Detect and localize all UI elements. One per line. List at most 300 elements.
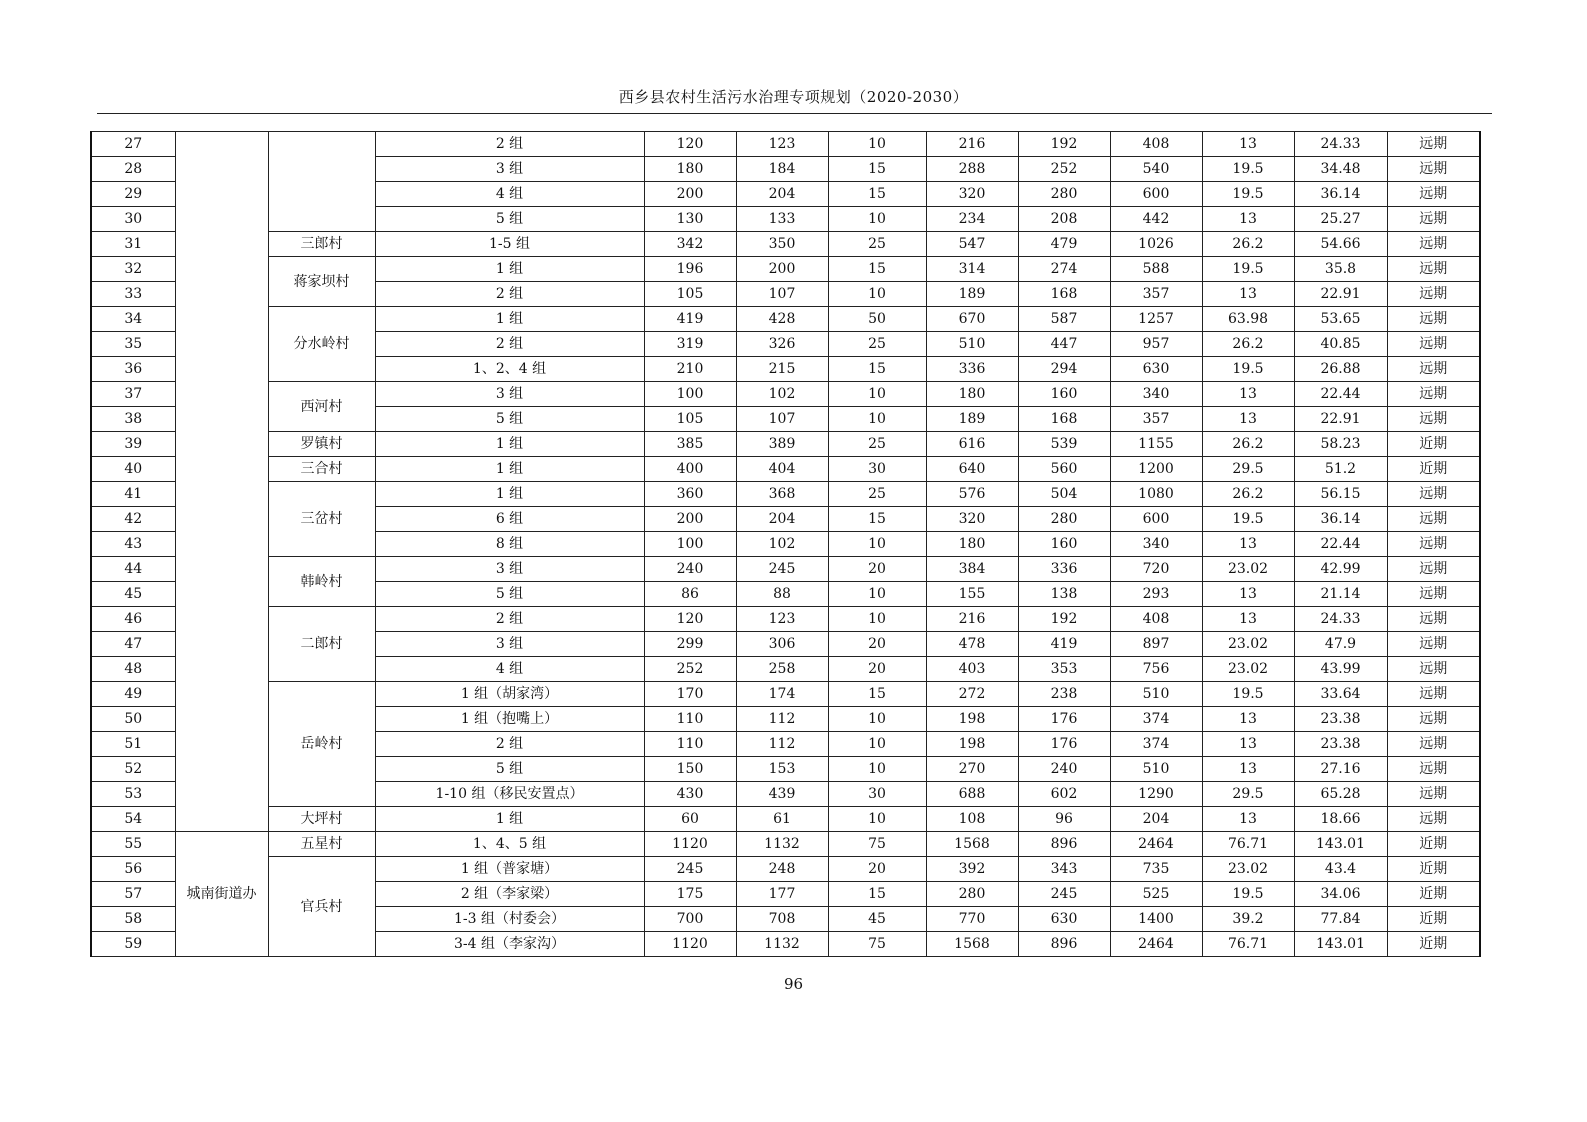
table-row bbox=[91, 457, 1480, 482]
value-cell-5: 168 bbox=[1018, 407, 1110, 432]
value-cell-7: 13 bbox=[1202, 757, 1294, 782]
value-cell-7: 76.71 bbox=[1202, 932, 1294, 957]
phase-cell: 远期 bbox=[1387, 282, 1480, 307]
value-cell-2: 404 bbox=[736, 457, 828, 482]
value-cell-6: 357 bbox=[1110, 407, 1202, 432]
value-cell-4: 510 bbox=[926, 332, 1018, 357]
phase-cell: 远期 bbox=[1387, 757, 1480, 782]
value-cell-8: 36.14 bbox=[1294, 507, 1387, 532]
value-cell-8: 24.33 bbox=[1294, 132, 1387, 157]
value-cell-3: 15 bbox=[828, 182, 926, 207]
group-cell: 1、2、4 组 bbox=[375, 357, 644, 382]
group-cell: 3-4 组（李家沟） bbox=[375, 932, 644, 957]
table-body bbox=[91, 132, 1480, 957]
value-cell-2: 153 bbox=[736, 757, 828, 782]
value-cell-2: 428 bbox=[736, 307, 828, 332]
value-cell-2: 107 bbox=[736, 407, 828, 432]
phase-cell: 远期 bbox=[1387, 532, 1480, 557]
value-cell-3: 10 bbox=[828, 132, 926, 157]
row-number-cell: 46 bbox=[91, 607, 175, 632]
value-cell-7: 19.5 bbox=[1202, 157, 1294, 182]
value-cell-3: 10 bbox=[828, 732, 926, 757]
value-cell-3: 15 bbox=[828, 682, 926, 707]
table-row bbox=[91, 857, 1480, 882]
value-cell-2: 112 bbox=[736, 732, 828, 757]
value-cell-3: 10 bbox=[828, 282, 926, 307]
value-cell-4: 616 bbox=[926, 432, 1018, 457]
value-cell-6: 630 bbox=[1110, 357, 1202, 382]
value-cell-6: 720 bbox=[1110, 557, 1202, 582]
row-number-cell: 49 bbox=[91, 682, 175, 707]
value-cell-8: 143.01 bbox=[1294, 932, 1387, 957]
value-cell-5: 160 bbox=[1018, 382, 1110, 407]
village-cell: 岳岭村 bbox=[268, 682, 375, 807]
page-number: 96 bbox=[783, 975, 804, 993]
phase-cell: 远期 bbox=[1387, 682, 1480, 707]
value-cell-6: 1290 bbox=[1110, 782, 1202, 807]
table-row bbox=[91, 232, 1480, 257]
value-cell-7: 26.2 bbox=[1202, 432, 1294, 457]
value-cell-4: 180 bbox=[926, 382, 1018, 407]
value-cell-1: 210 bbox=[644, 357, 736, 382]
value-cell-6: 510 bbox=[1110, 757, 1202, 782]
value-cell-5: 447 bbox=[1018, 332, 1110, 357]
row-number-cell: 47 bbox=[91, 632, 175, 657]
value-cell-8: 22.91 bbox=[1294, 282, 1387, 307]
table-row bbox=[91, 307, 1480, 332]
value-cell-3: 10 bbox=[828, 582, 926, 607]
value-cell-1: 86 bbox=[644, 582, 736, 607]
value-cell-5: 160 bbox=[1018, 532, 1110, 557]
phase-cell: 远期 bbox=[1387, 332, 1480, 357]
value-cell-3: 10 bbox=[828, 532, 926, 557]
phase-cell: 远期 bbox=[1387, 182, 1480, 207]
value-cell-6: 1257 bbox=[1110, 307, 1202, 332]
value-cell-3: 25 bbox=[828, 232, 926, 257]
value-cell-8: 43.4 bbox=[1294, 857, 1387, 882]
value-cell-4: 576 bbox=[926, 482, 1018, 507]
value-cell-7: 19.5 bbox=[1202, 182, 1294, 207]
value-cell-4: 198 bbox=[926, 732, 1018, 757]
value-cell-5: 630 bbox=[1018, 907, 1110, 932]
value-cell-3: 50 bbox=[828, 307, 926, 332]
group-cell: 5 组 bbox=[375, 582, 644, 607]
value-cell-7: 13 bbox=[1202, 132, 1294, 157]
group-cell: 2 组 bbox=[375, 132, 644, 157]
value-cell-1: 60 bbox=[644, 807, 736, 832]
value-cell-2: 350 bbox=[736, 232, 828, 257]
group-cell: 3 组 bbox=[375, 557, 644, 582]
value-cell-4: 180 bbox=[926, 532, 1018, 557]
value-cell-2: 368 bbox=[736, 482, 828, 507]
value-cell-8: 22.44 bbox=[1294, 532, 1387, 557]
value-cell-5: 168 bbox=[1018, 282, 1110, 307]
table-row bbox=[91, 557, 1480, 582]
value-cell-4: 320 bbox=[926, 182, 1018, 207]
value-cell-6: 408 bbox=[1110, 132, 1202, 157]
value-cell-3: 20 bbox=[828, 557, 926, 582]
row-number-cell: 35 bbox=[91, 332, 175, 357]
row-number-cell: 59 bbox=[91, 932, 175, 957]
value-cell-2: 439 bbox=[736, 782, 828, 807]
value-cell-7: 13 bbox=[1202, 732, 1294, 757]
value-cell-1: 430 bbox=[644, 782, 736, 807]
row-number-cell: 50 bbox=[91, 707, 175, 732]
group-cell: 1 组（胡家湾） bbox=[375, 682, 644, 707]
value-cell-4: 336 bbox=[926, 357, 1018, 382]
town-cell bbox=[175, 132, 268, 832]
value-cell-2: 102 bbox=[736, 382, 828, 407]
value-cell-1: 100 bbox=[644, 532, 736, 557]
value-cell-1: 1120 bbox=[644, 932, 736, 957]
value-cell-2: 389 bbox=[736, 432, 828, 457]
value-cell-2: 204 bbox=[736, 182, 828, 207]
value-cell-6: 1200 bbox=[1110, 457, 1202, 482]
value-cell-4: 403 bbox=[926, 657, 1018, 682]
group-cell: 4 组 bbox=[375, 182, 644, 207]
phase-cell: 远期 bbox=[1387, 557, 1480, 582]
phase-cell: 远期 bbox=[1387, 782, 1480, 807]
value-cell-3: 25 bbox=[828, 432, 926, 457]
value-cell-3: 25 bbox=[828, 482, 926, 507]
value-cell-5: 479 bbox=[1018, 232, 1110, 257]
group-cell: 3 组 bbox=[375, 632, 644, 657]
value-cell-8: 53.65 bbox=[1294, 307, 1387, 332]
value-cell-7: 26.2 bbox=[1202, 332, 1294, 357]
value-cell-6: 756 bbox=[1110, 657, 1202, 682]
value-cell-2: 245 bbox=[736, 557, 828, 582]
value-cell-6: 1155 bbox=[1110, 432, 1202, 457]
phase-cell: 远期 bbox=[1387, 157, 1480, 182]
group-cell: 1 组（普家塘） bbox=[375, 857, 644, 882]
value-cell-4: 234 bbox=[926, 207, 1018, 232]
phase-cell: 远期 bbox=[1387, 482, 1480, 507]
village-cell: 罗镇村 bbox=[268, 432, 375, 457]
row-number-cell: 38 bbox=[91, 407, 175, 432]
value-cell-5: 208 bbox=[1018, 207, 1110, 232]
value-cell-7: 23.02 bbox=[1202, 557, 1294, 582]
village-cell bbox=[268, 132, 375, 232]
value-cell-2: 123 bbox=[736, 132, 828, 157]
value-cell-5: 602 bbox=[1018, 782, 1110, 807]
value-cell-5: 504 bbox=[1018, 482, 1110, 507]
row-number-cell: 58 bbox=[91, 907, 175, 932]
value-cell-8: 24.33 bbox=[1294, 607, 1387, 632]
group-cell: 1 组 bbox=[375, 432, 644, 457]
data-table-container bbox=[90, 131, 1481, 957]
row-number-cell: 57 bbox=[91, 882, 175, 907]
value-cell-7: 76.71 bbox=[1202, 832, 1294, 857]
value-cell-7: 26.2 bbox=[1202, 482, 1294, 507]
value-cell-8: 26.88 bbox=[1294, 357, 1387, 382]
value-cell-7: 19.5 bbox=[1202, 357, 1294, 382]
group-cell: 2 组 bbox=[375, 282, 644, 307]
value-cell-7: 13 bbox=[1202, 407, 1294, 432]
value-cell-4: 189 bbox=[926, 407, 1018, 432]
value-cell-2: 88 bbox=[736, 582, 828, 607]
row-number-cell: 54 bbox=[91, 807, 175, 832]
value-cell-8: 54.66 bbox=[1294, 232, 1387, 257]
value-cell-3: 10 bbox=[828, 707, 926, 732]
value-cell-3: 15 bbox=[828, 157, 926, 182]
value-cell-7: 13 bbox=[1202, 207, 1294, 232]
value-cell-7: 19.5 bbox=[1202, 257, 1294, 282]
value-cell-8: 23.38 bbox=[1294, 707, 1387, 732]
phase-cell: 远期 bbox=[1387, 382, 1480, 407]
value-cell-8: 77.84 bbox=[1294, 907, 1387, 932]
value-cell-4: 216 bbox=[926, 132, 1018, 157]
value-cell-4: 670 bbox=[926, 307, 1018, 332]
group-cell: 2 组（李家梁） bbox=[375, 882, 644, 907]
value-cell-3: 10 bbox=[828, 207, 926, 232]
value-cell-1: 200 bbox=[644, 507, 736, 532]
village-cell: 三岔村 bbox=[268, 482, 375, 557]
value-cell-4: 108 bbox=[926, 807, 1018, 832]
value-cell-5: 419 bbox=[1018, 632, 1110, 657]
row-number-cell: 27 bbox=[91, 132, 175, 157]
value-cell-5: 96 bbox=[1018, 807, 1110, 832]
value-cell-6: 374 bbox=[1110, 732, 1202, 757]
value-cell-6: 204 bbox=[1110, 807, 1202, 832]
value-cell-2: 204 bbox=[736, 507, 828, 532]
value-cell-2: 1132 bbox=[736, 932, 828, 957]
row-number-cell: 33 bbox=[91, 282, 175, 307]
value-cell-5: 343 bbox=[1018, 857, 1110, 882]
value-cell-5: 274 bbox=[1018, 257, 1110, 282]
phase-cell: 近期 bbox=[1387, 907, 1480, 932]
value-cell-8: 18.66 bbox=[1294, 807, 1387, 832]
phase-cell: 远期 bbox=[1387, 132, 1480, 157]
value-cell-1: 105 bbox=[644, 407, 736, 432]
value-cell-5: 280 bbox=[1018, 507, 1110, 532]
phase-cell: 远期 bbox=[1387, 232, 1480, 257]
phase-cell: 远期 bbox=[1387, 807, 1480, 832]
village-cell: 三合村 bbox=[268, 457, 375, 482]
value-cell-6: 293 bbox=[1110, 582, 1202, 607]
value-cell-3: 20 bbox=[828, 632, 926, 657]
value-cell-7: 13 bbox=[1202, 382, 1294, 407]
value-cell-7: 13 bbox=[1202, 707, 1294, 732]
row-number-cell: 52 bbox=[91, 757, 175, 782]
group-cell: 5 组 bbox=[375, 407, 644, 432]
value-cell-5: 192 bbox=[1018, 132, 1110, 157]
value-cell-5: 192 bbox=[1018, 607, 1110, 632]
village-cell: 分水岭村 bbox=[268, 307, 375, 382]
village-cell: 大坪村 bbox=[268, 807, 375, 832]
value-cell-6: 525 bbox=[1110, 882, 1202, 907]
value-cell-3: 10 bbox=[828, 757, 926, 782]
value-cell-8: 58.23 bbox=[1294, 432, 1387, 457]
value-cell-1: 419 bbox=[644, 307, 736, 332]
value-cell-1: 196 bbox=[644, 257, 736, 282]
value-cell-8: 42.99 bbox=[1294, 557, 1387, 582]
value-cell-8: 23.38 bbox=[1294, 732, 1387, 757]
value-cell-6: 2464 bbox=[1110, 832, 1202, 857]
group-cell: 1 组 bbox=[375, 807, 644, 832]
row-number-cell: 51 bbox=[91, 732, 175, 757]
value-cell-4: 1568 bbox=[926, 832, 1018, 857]
value-cell-5: 240 bbox=[1018, 757, 1110, 782]
value-cell-8: 33.64 bbox=[1294, 682, 1387, 707]
value-cell-8: 65.28 bbox=[1294, 782, 1387, 807]
town-cell: 城南街道办 bbox=[175, 832, 268, 957]
group-cell: 1 组（抱嘴上） bbox=[375, 707, 644, 732]
group-cell: 1 组 bbox=[375, 257, 644, 282]
village-cell: 西河村 bbox=[268, 382, 375, 432]
value-cell-8: 25.27 bbox=[1294, 207, 1387, 232]
value-cell-7: 13 bbox=[1202, 532, 1294, 557]
value-cell-8: 56.15 bbox=[1294, 482, 1387, 507]
value-cell-6: 897 bbox=[1110, 632, 1202, 657]
value-cell-2: 258 bbox=[736, 657, 828, 682]
value-cell-4: 288 bbox=[926, 157, 1018, 182]
value-cell-5: 353 bbox=[1018, 657, 1110, 682]
value-cell-6: 588 bbox=[1110, 257, 1202, 282]
group-cell: 2 组 bbox=[375, 607, 644, 632]
value-cell-3: 10 bbox=[828, 607, 926, 632]
value-cell-8: 47.9 bbox=[1294, 632, 1387, 657]
row-number-cell: 48 bbox=[91, 657, 175, 682]
value-cell-3: 10 bbox=[828, 382, 926, 407]
value-cell-1: 319 bbox=[644, 332, 736, 357]
value-cell-4: 280 bbox=[926, 882, 1018, 907]
row-number-cell: 55 bbox=[91, 832, 175, 857]
phase-cell: 远期 bbox=[1387, 707, 1480, 732]
value-cell-4: 272 bbox=[926, 682, 1018, 707]
phase-cell: 近期 bbox=[1387, 832, 1480, 857]
sewage-treatment-table bbox=[90, 131, 1481, 957]
value-cell-2: 107 bbox=[736, 282, 828, 307]
value-cell-1: 175 bbox=[644, 882, 736, 907]
phase-cell: 远期 bbox=[1387, 657, 1480, 682]
value-cell-3: 75 bbox=[828, 932, 926, 957]
value-cell-7: 19.5 bbox=[1202, 507, 1294, 532]
value-cell-4: 547 bbox=[926, 232, 1018, 257]
page-header-title: 西乡县农村生活污水治理专项规划（2020-2030） bbox=[618, 88, 969, 106]
value-cell-2: 112 bbox=[736, 707, 828, 732]
group-cell: 3 组 bbox=[375, 382, 644, 407]
phase-cell: 远期 bbox=[1387, 407, 1480, 432]
value-cell-2: 248 bbox=[736, 857, 828, 882]
value-cell-3: 10 bbox=[828, 807, 926, 832]
value-cell-2: 174 bbox=[736, 682, 828, 707]
value-cell-7: 26.2 bbox=[1202, 232, 1294, 257]
value-cell-6: 408 bbox=[1110, 607, 1202, 632]
group-cell: 5 组 bbox=[375, 207, 644, 232]
value-cell-8: 143.01 bbox=[1294, 832, 1387, 857]
row-number-cell: 56 bbox=[91, 857, 175, 882]
value-cell-3: 25 bbox=[828, 332, 926, 357]
value-cell-6: 2464 bbox=[1110, 932, 1202, 957]
row-number-cell: 42 bbox=[91, 507, 175, 532]
phase-cell: 远期 bbox=[1387, 357, 1480, 382]
value-cell-6: 1080 bbox=[1110, 482, 1202, 507]
value-cell-6: 374 bbox=[1110, 707, 1202, 732]
row-number-cell: 30 bbox=[91, 207, 175, 232]
phase-cell: 远期 bbox=[1387, 207, 1480, 232]
value-cell-3: 45 bbox=[828, 907, 926, 932]
value-cell-2: 102 bbox=[736, 532, 828, 557]
value-cell-3: 10 bbox=[828, 407, 926, 432]
value-cell-6: 340 bbox=[1110, 382, 1202, 407]
value-cell-5: 336 bbox=[1018, 557, 1110, 582]
value-cell-7: 13 bbox=[1202, 582, 1294, 607]
group-cell: 3 组 bbox=[375, 157, 644, 182]
row-number-cell: 43 bbox=[91, 532, 175, 557]
value-cell-4: 216 bbox=[926, 607, 1018, 632]
group-cell: 2 组 bbox=[375, 332, 644, 357]
value-cell-7: 29.5 bbox=[1202, 782, 1294, 807]
value-cell-8: 40.85 bbox=[1294, 332, 1387, 357]
value-cell-6: 442 bbox=[1110, 207, 1202, 232]
value-cell-4: 270 bbox=[926, 757, 1018, 782]
value-cell-7: 29.5 bbox=[1202, 457, 1294, 482]
value-cell-6: 1400 bbox=[1110, 907, 1202, 932]
value-cell-3: 20 bbox=[828, 657, 926, 682]
value-cell-2: 708 bbox=[736, 907, 828, 932]
value-cell-1: 245 bbox=[644, 857, 736, 882]
value-cell-2: 306 bbox=[736, 632, 828, 657]
value-cell-8: 21.14 bbox=[1294, 582, 1387, 607]
group-cell: 1 组 bbox=[375, 482, 644, 507]
value-cell-8: 43.99 bbox=[1294, 657, 1387, 682]
value-cell-5: 896 bbox=[1018, 832, 1110, 857]
value-cell-2: 200 bbox=[736, 257, 828, 282]
group-cell: 1、4、5 组 bbox=[375, 832, 644, 857]
value-cell-4: 478 bbox=[926, 632, 1018, 657]
value-cell-3: 15 bbox=[828, 882, 926, 907]
row-number-cell: 28 bbox=[91, 157, 175, 182]
table-row bbox=[91, 257, 1480, 282]
value-cell-1: 240 bbox=[644, 557, 736, 582]
value-cell-1: 180 bbox=[644, 157, 736, 182]
value-cell-7: 19.5 bbox=[1202, 682, 1294, 707]
value-cell-3: 30 bbox=[828, 782, 926, 807]
value-cell-6: 510 bbox=[1110, 682, 1202, 707]
value-cell-1: 120 bbox=[644, 607, 736, 632]
value-cell-8: 27.16 bbox=[1294, 757, 1387, 782]
phase-cell: 远期 bbox=[1387, 607, 1480, 632]
row-number-cell: 37 bbox=[91, 382, 175, 407]
value-cell-1: 130 bbox=[644, 207, 736, 232]
phase-cell: 近期 bbox=[1387, 882, 1480, 907]
phase-cell: 远期 bbox=[1387, 307, 1480, 332]
value-cell-6: 540 bbox=[1110, 157, 1202, 182]
row-number-cell: 44 bbox=[91, 557, 175, 582]
phase-cell: 近期 bbox=[1387, 932, 1480, 957]
phase-cell: 远期 bbox=[1387, 582, 1480, 607]
value-cell-3: 15 bbox=[828, 257, 926, 282]
value-cell-6: 735 bbox=[1110, 857, 1202, 882]
row-number-cell: 36 bbox=[91, 357, 175, 382]
value-cell-5: 587 bbox=[1018, 307, 1110, 332]
value-cell-4: 1568 bbox=[926, 932, 1018, 957]
value-cell-7: 19.5 bbox=[1202, 882, 1294, 907]
group-cell: 1-10 组（移民安置点） bbox=[375, 782, 644, 807]
row-number-cell: 31 bbox=[91, 232, 175, 257]
value-cell-7: 13 bbox=[1202, 807, 1294, 832]
value-cell-8: 22.91 bbox=[1294, 407, 1387, 432]
value-cell-2: 1132 bbox=[736, 832, 828, 857]
value-cell-7: 23.02 bbox=[1202, 657, 1294, 682]
value-cell-5: 138 bbox=[1018, 582, 1110, 607]
value-cell-5: 245 bbox=[1018, 882, 1110, 907]
value-cell-4: 189 bbox=[926, 282, 1018, 307]
row-number-cell: 32 bbox=[91, 257, 175, 282]
value-cell-2: 123 bbox=[736, 607, 828, 632]
phase-cell: 远期 bbox=[1387, 632, 1480, 657]
value-cell-2: 133 bbox=[736, 207, 828, 232]
